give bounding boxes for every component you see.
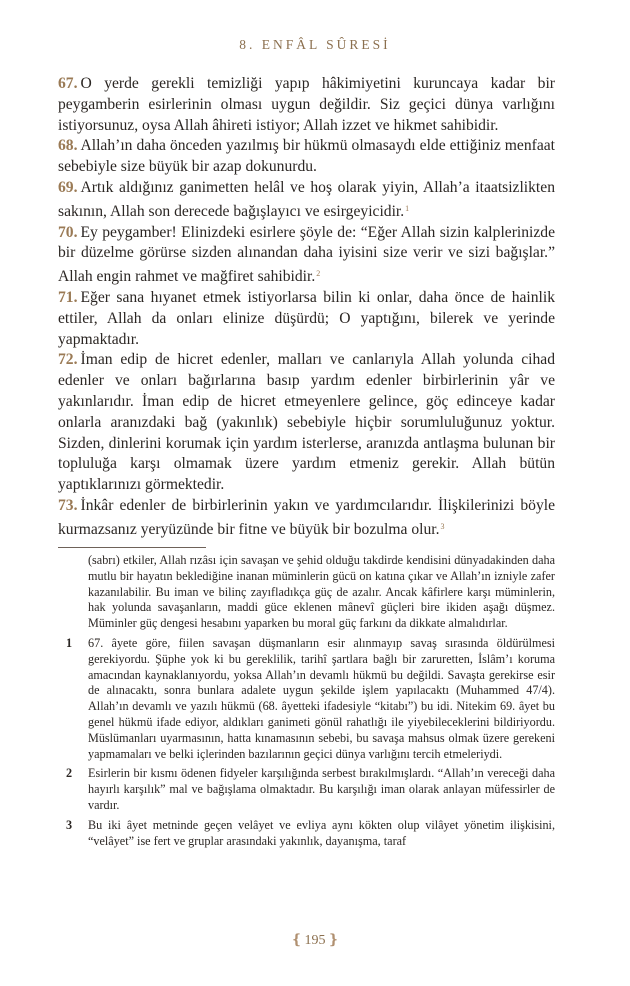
- verse-70: [58, 223, 555, 288]
- verse-number: 69.: [58, 178, 78, 196]
- verse-68: [58, 136, 555, 178]
- footnote-text: Esirlerin bir kısmı ödenen fidyeler karşılığında serbest bırakılmışlardı. “Allah’ın vereceği daha hayırlı karşılık” mal ve bağışlama olmaktadır. Bu karşılığı iman olarak anlayan müfessirler de vardır.: [88, 766, 555, 812]
- verse-text: Eğer sana hıyanet etmek istiyorlarsa bilin ki onlar, daha önce de hainlik ettiler, Allah da onları elinize düşürdü; O yaptığını, bilerek ve yerinde yapmaktadır.: [58, 288, 555, 348]
- verse-69: [58, 178, 555, 223]
- footnote-text: 67. âyete göre, fiilen savaşan düşmanların esir alınmayıp savaş sırasında öldürülmesi gerekiyordu. Şüphe yok ki bu gereklilik, tarihî şartlara bağlı bir zaruretten, İslâm’ı koruma amacından kaynaklanıyordu, yoksa Allah’ın devamlı hükmü bu değildi. Savaşta gerekirse esir de alınacaktı, sonra bunlara adalete uygun şekilde işlem yapılacaktı (Muhammed 47/4). Allah’ın devamlı ve yazılı hükmü (68. âyetteki ifadesiyle “kitabı”) bu idi. Nitekim 69. âyet bu genel hükmü ifade ediyor, aldıkları ganimeti gönül rahatlığı ile yiyebileceklerini bildiriyordu. Müslümanları uyarmasının, hatta kınamasının sebebi, bu savaşa mahsus olmak üzere gerekeni yapmamaları ve belki içlerinden bazılarının geçici dünya varlığını tercih etmeleriydi.: [88, 635, 555, 761]
- verse-number: 68.: [58, 137, 78, 155]
- footnote-ref[interactable]: 2: [316, 269, 321, 279]
- verse-number: 71.: [58, 288, 78, 306]
- page-footer: [0, 932, 630, 949]
- verse-number: 70.: [58, 223, 78, 241]
- footnote-marker: 2: [66, 766, 73, 781]
- surah-title: 8. ENFÂL SÛRESİ: [239, 37, 391, 52]
- footnote-2: [58, 766, 555, 813]
- verse-67: [58, 74, 555, 136]
- verse-text: Artık aldığınız ganimetten helâl ve hoş olarak yiyin, Allah’a itaatsizlikten sakının, Allah son derecede bağışlayıcı ve esirgeyicidir.: [58, 178, 555, 220]
- verse-number: 67.: [58, 75, 78, 92]
- verse-number: 73.: [58, 496, 78, 514]
- right-ornament-icon: ❵: [327, 933, 340, 948]
- footnote-ref[interactable]: 1: [405, 203, 410, 213]
- verse-text: O yerde gerekli temizliği yapıp hâkimiyetini kuruncaya kadar bir peygamberin esirlerinin olması uygun değildir. Siz geçici dünya varlığını istiyorsunuz, oysa Allah âhireti istiyor; Allah izzet ve hikmet sahibidir.: [58, 75, 555, 134]
- verse-text: İman edip de hicret edenler, malları ve canlarıyla Allah yolunda cihad edenler ve onları bağırlarına basıp yardım edenler birbirlerinin yâr ve yakınlarıdır. İman edip de hicret etmeyenlere gelince, göç edinceye kadar onlarla aranızdaki bağ (yakınlık) sebebiyle hiçbir sorumluluğunuz yoktur. Sizden, dinlerini korumak için yardım isterlerse, aranızda antlaşma bulunan bir topluluğa karşı olmamak üzere yardım etmeniz gerekir. Allah bütün yaptıklarınızı görmektedir.: [58, 351, 555, 494]
- page-number: 195: [304, 933, 326, 948]
- verse-71: [58, 288, 555, 350]
- footnote-3: [58, 818, 555, 850]
- footnote-1: [58, 636, 555, 762]
- verse-number: 72.: [58, 351, 78, 369]
- footnotes: [58, 553, 555, 853]
- footnote-ref[interactable]: 3: [440, 521, 445, 531]
- verse-text: İnkâr edenler de birbirlerinin yakın ve yardımcılarıdır. İlişkilerinizi böyle kurmazsanız yeryüzünde bir fitne ve büyük bir bozulma olur.: [58, 496, 555, 538]
- running-header: [0, 37, 630, 53]
- footnote-divider: [58, 547, 206, 548]
- verse-72: [58, 350, 555, 496]
- main-text: [58, 74, 555, 541]
- footnote-text: (sabrı) etkiler, Allah rızâsı için savaşan ve şehid olduğu takdirde kendisini dünyadakinden daha mutlu bir hayatın beklediğine inanan müminlerin gücü on katına çıkar ve Allah’ın izniyle zafer kazanılabilir. Bu iman ve bilinç zayıfladıkça güç de azalır. Ancak kâfirlere karşı müminlerin, hak yolunda savaşanların, maddi güce eklenen mânevî güçleri bire ikiden aşağı düşmez. Müminler güç dengesi hesabını yaparken bu moral güç farkını da dikkate almalıdırlar.: [88, 553, 555, 631]
- footnote-marker: 3: [66, 817, 73, 832]
- footnote-text: Bu iki âyet metninde geçen velâyet ve evliya aynı kökten olup vilâyet yönetim ilişkisini, “velâyet” ise fert ve gruplar arasındaki yakınlık, dayanışma, taraf: [88, 817, 555, 848]
- verse-text: Allah’ın daha önceden yazılmış bir hükmü olmasaydı elde ettiğiniz menfaat sebebiyle size büyük bir azap dokunurdu.: [58, 137, 555, 176]
- verse-73: [58, 496, 555, 541]
- footnote-marker: 1: [66, 635, 73, 650]
- footnote-continuation: [58, 553, 555, 632]
- left-ornament-icon: ❴: [290, 933, 303, 948]
- verse-text: Ey peygamber! Elinizdeki esirlere şöyle de: “Eğer Allah sizin kalplerinizde bir düzelme görürse sizden alınandan daha iyisini size verir ve sizi bağışlar.” Allah engin rahmet ve mağfiret sahibidir.: [58, 223, 555, 286]
